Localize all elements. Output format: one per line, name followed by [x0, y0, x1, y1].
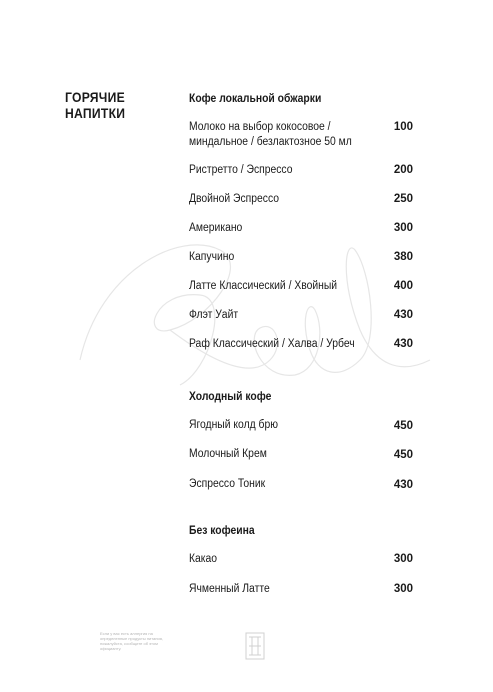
section-title-local-roast: Кофе локальной обжарки — [189, 93, 322, 105]
menu-item-name: Двойной Эспрессо — [189, 193, 280, 205]
menu-item-price: 450 — [393, 420, 413, 432]
allergy-note: Если у вас есть аллергия на определенные продукты питания, пожалуйста, сообщите об этом официанту. — [100, 631, 163, 651]
menu-item-name: Молоко на выбор кокосовое / миндальное / безлактозное 50 мл — [189, 121, 352, 148]
menu-item-name: Ягодный колд брю — [189, 419, 278, 431]
menu-item-price: 450 — [393, 449, 413, 461]
menu-item-name: Латте Классический / Хвойный — [189, 280, 338, 292]
menu-item-price: 400 — [393, 280, 413, 292]
category-title: ГОРЯЧИЕ НАПИТКИ — [65, 90, 126, 121]
menu-item-name: Флэт Уайт — [189, 309, 239, 321]
menu-item-price: 380 — [393, 251, 413, 263]
menu-item-name: Молочный Крем — [189, 448, 267, 460]
menu-item-name: Эспрессо Тоник — [189, 478, 266, 490]
menu-item-price: 200 — [393, 164, 413, 176]
menu-item-name: Американо — [189, 222, 243, 234]
menu-item-price: 300 — [393, 583, 413, 595]
menu-item-price: 430 — [393, 479, 413, 491]
menu-item-price: 250 — [393, 193, 413, 205]
monogram-logo-icon — [245, 632, 265, 660]
menu-item-price: 430 — [393, 338, 413, 350]
menu-item-name: Ячменный Латте — [189, 583, 270, 595]
menu-item-name: Какао — [189, 553, 218, 565]
menu-item-price: 100 — [393, 121, 413, 133]
section-title-decaf: Без кофеина — [189, 525, 255, 537]
menu-item-price: 300 — [393, 553, 413, 565]
menu-item-name: Ристретто / Эспрессо — [189, 164, 293, 176]
menu-item-price: 430 — [393, 309, 413, 321]
section-title-cold-coffee: Холодный кофе — [189, 391, 272, 403]
menu-item-name: Капучино — [189, 251, 235, 263]
menu-item-name: Раф Классический / Халва / Урбеч — [189, 338, 355, 350]
menu-item-price: 300 — [393, 222, 413, 234]
